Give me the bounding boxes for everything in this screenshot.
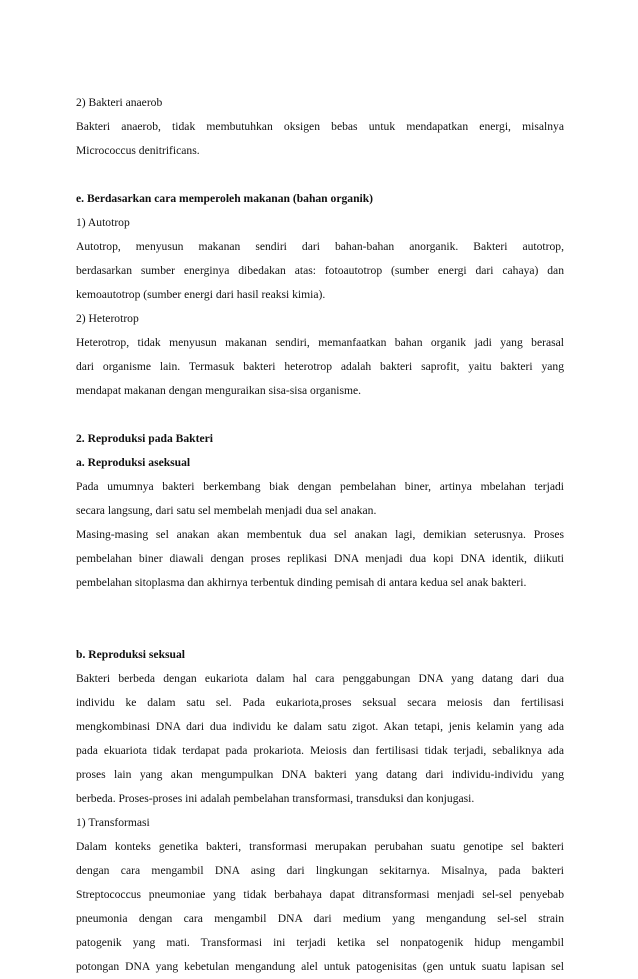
section-2-heading: 2. Reproduksi pada Bakteri (76, 432, 214, 445)
paragraph-line: Pada umumnya bakteri berkembang biak dengan pembelahan biner, artinya mbelahan terjadi (76, 480, 564, 493)
paragraph-line: pembelahan biner diawali dengan proses replikasi DNA menjadi dua kopi DNA identik, diikuti (76, 552, 564, 565)
heterotrop-title: 2) Heterotrop (76, 312, 139, 325)
transformasi-title: 1) Transformasi (76, 816, 150, 829)
paragraph-line: mendapat makanan dengan menguraikan sisa-sisa organisme. (76, 384, 362, 397)
paragraph-line: secara langsung, dari satu sel membelah menjadi dua sel anakan. (76, 504, 377, 517)
paragraph-line: berdasarkan sumber energinya dibedakan atas: fotoautotrop (sumber energi dari cahaya) dan (76, 264, 564, 277)
paragraph-line: Bakteri anaerob, tidak membutuhkan oksigen bebas untuk mendapatkan energi, misalnya (76, 120, 564, 133)
paragraph-line: berbeda. Proses-proses ini adalah pembelahan transformasi, transduksi dan konjugasi. (76, 792, 475, 805)
paragraph-line: proses lain yang akan mengumpulkan DNA bakteri yang datang dari individu-individu yang (76, 768, 564, 781)
paragraph-line: pada ekuariota tidak terdapat pada prokariota. Meiosis dan fertilisasi tidak terjadi, sebaliknya ada (76, 744, 564, 757)
anaerob-title: 2) Bakteri anaerob (76, 96, 163, 109)
paragraph-line: mengkombinasi DNA dari dua individu ke dalam satu zigot. Akan tetapi, jenis kelamin yang ada (76, 720, 564, 733)
paragraph-line: dengan cara mengambil DNA asing dari lingkungan sekitarnya. Misalnya, pada bakteri (76, 864, 564, 877)
paragraph-line: Masing-masing sel anakan akan membentuk dua sel anakan lagi, demikian seterusnya. Proses (76, 528, 564, 541)
document-body (76, 91, 564, 979)
paragraph-line: individu ke dalam satu sel. Pada eukariota,proses seksual secara meiosis dan fertilisasi (76, 696, 564, 709)
paragraph-line: Heterotrop, tidak menyusun makanan sendiri, memanfaatkan bahan organik jadi yang berasal (76, 336, 564, 349)
paragraph-line: potongan DNA yang kebetulan mengandung alel untuk patogenisitas (gen untuk suatu lapisan sel (76, 960, 564, 973)
paragraph-line: Dalam konteks genetika bakteri, transformasi merupakan perubahan suatu genotipe sel bakteri (76, 840, 564, 853)
subsection-a-heading: a. Reproduksi aseksual (76, 456, 191, 469)
paragraph-line: pneumonia dengan cara mengambil DNA dari medium yang mengandung sel-sel strain (76, 912, 564, 925)
subsection-b-heading: b. Reproduksi seksual (76, 648, 186, 661)
paragraph-line: pembelahan sitoplasma dan akhirnya terbentuk dinding pemisah di antara kedua sel anak bakteri. (76, 576, 527, 589)
paragraph-line: patogenik yang mati. Transformasi ini terjadi ketika sel nonpatogenik hidup mengambil (76, 936, 564, 949)
paragraph-line: dari organisme lain. Termasuk bakteri heterotrop adalah bakteri saprofit, yaitu bakteri yang (76, 360, 564, 373)
section-e-heading: e. Berdasarkan cara memperoleh makanan (bahan organik) (76, 192, 374, 205)
paragraph-line: Bakteri berbeda dengan eukariota dalam hal cara penggabungan DNA yang datang dari dua (76, 672, 564, 685)
paragraph-line: Streptococcus pneumoniae yang tidak berbahaya dapat ditransformasi menjadi sel-sel penyebab (76, 888, 564, 901)
paragraph-line: Micrococcus denitrificans. (76, 144, 200, 157)
paragraph-line: Autotrop, menyusun makanan sendiri dari bahan-bahan anorganik. Bakteri autotrop, (76, 240, 564, 253)
autotrop-title: 1) Autotrop (76, 216, 130, 229)
paragraph-line: kemoautotrop (sumber energi dari hasil reaksi kimia). (76, 288, 326, 301)
